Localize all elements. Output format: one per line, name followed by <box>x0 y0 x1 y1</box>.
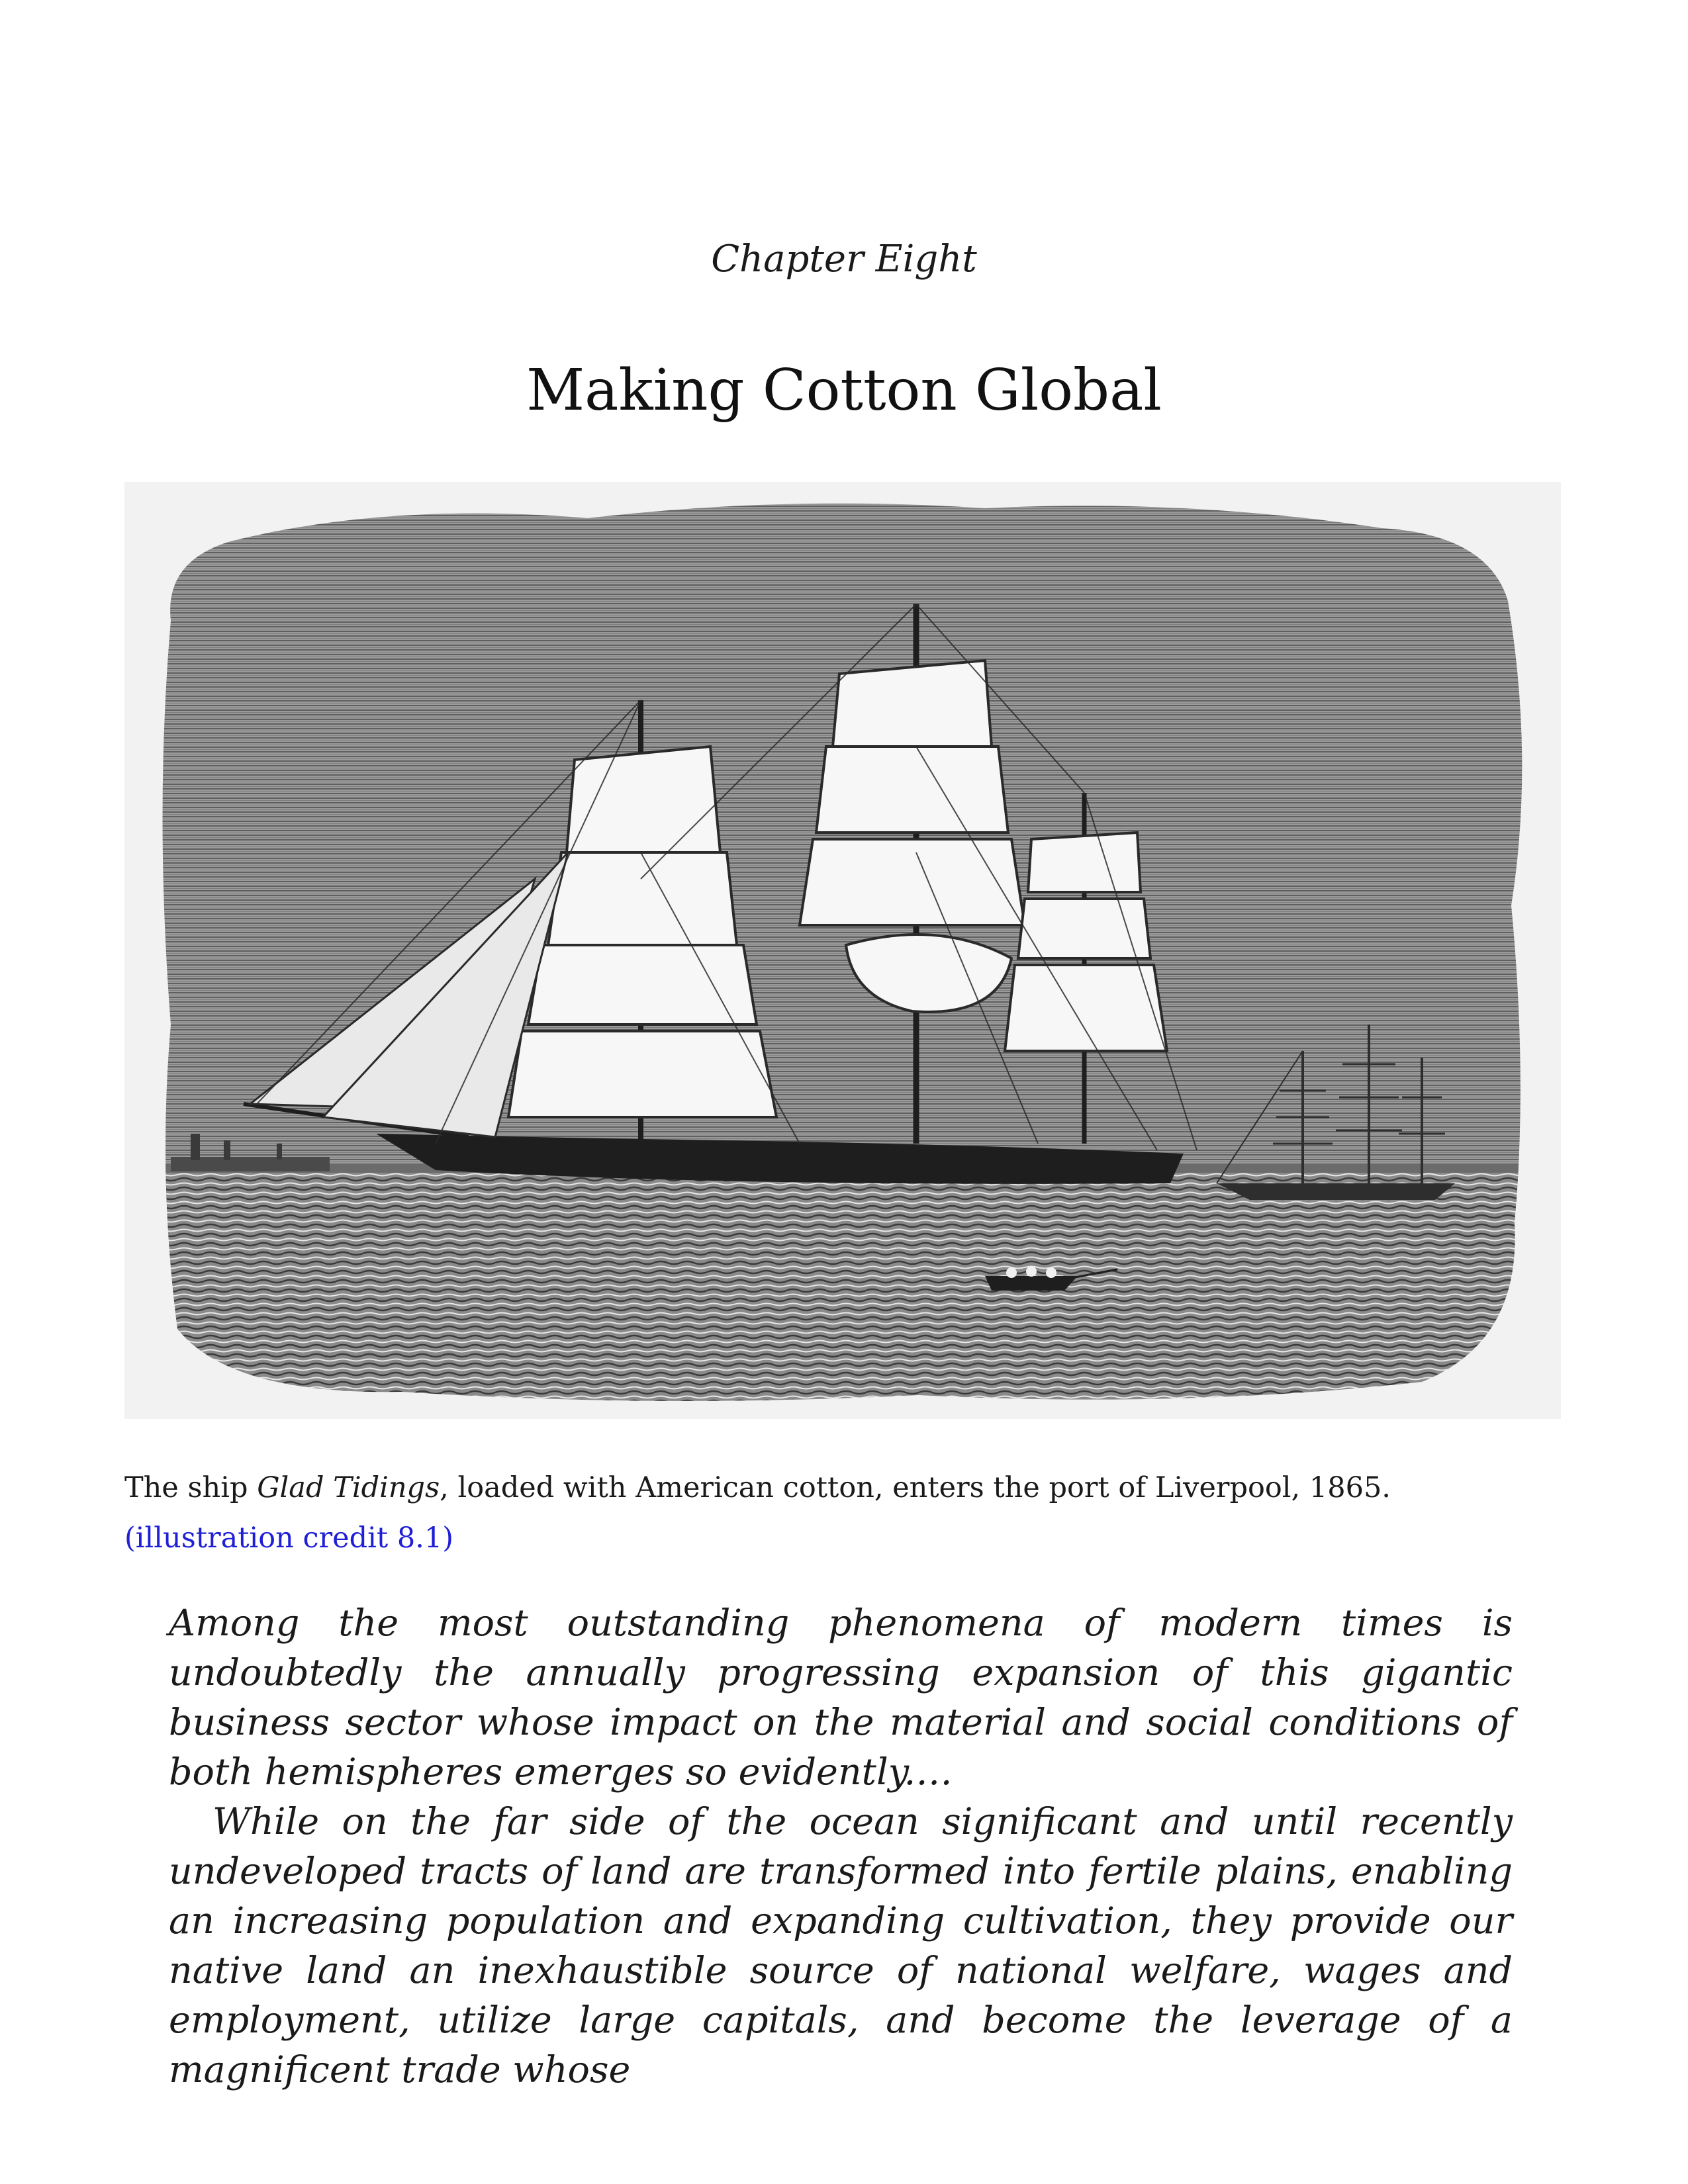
chapter-label: Chapter Eight <box>711 238 977 281</box>
illustration-credit-link[interactable]: (illustration credit 8.1) <box>124 1522 454 1555</box>
caption-prefix: The ship <box>124 1471 258 1504</box>
epigraph-quote <box>169 1598 1513 2095</box>
caption-ship-name: Glad Tidings <box>257 1471 440 1504</box>
caption-suffix: , loaded with American cotton, enters the port of Liverpool, 1865. <box>440 1471 1391 1504</box>
chapter-title: Making Cotton Global <box>526 357 1162 424</box>
ship-engraving-illustration <box>124 482 1561 1419</box>
quote-paragraph-2: While on the far side of the ocean significant and until recently undeveloped tracts of land are transformed into fertile plains, enabling an increasing population and expanding cultivation, they provide our native land an inexhaustible source of national welfare, wages and employment, utilize large capitals, and become the leverage of a magnificent trade whose <box>169 1800 1513 2091</box>
quote-paragraph-1: Among the most outstanding phenomena of modern times is undoubtedly the annually progressing expansion of this gigantic business sector whose impact on the material and social conditions of both hemispheres emerges so evidently.… <box>169 1602 1513 1794</box>
figure-caption <box>124 1463 1568 1563</box>
ship-engraving-svg <box>124 482 1561 1419</box>
